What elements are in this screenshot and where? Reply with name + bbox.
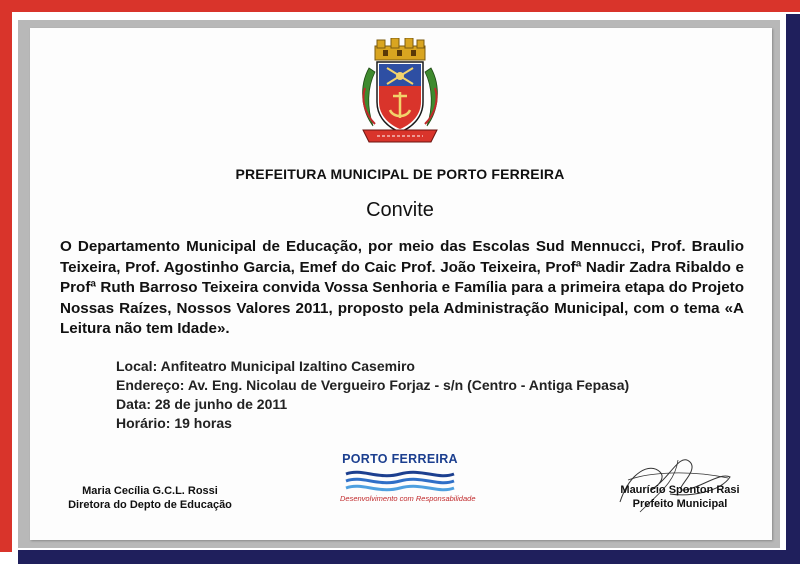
signature-left-name: Maria Cecília G.C.L. Rossi [82,485,218,497]
invitation-body: O Departamento Municipal de Educação, por meio das Escolas Sud Mennucci, Prof. Braulio Teixeira, Prof. Agostinho Garcia, Emef do Caic Prof. João Teixeira, Profª Nadir Zadra Ribaldo e Profª Ruth Barroso Teixeira convida Vossa Senhoria e Família para a primeira etapa do Projeto Nossas Raízes, Nossos Valores 2011, proposto pela Administração Municipal, com o tema «A Leitura não tem Idade». [60,238,744,337]
event-date: Data: 28 de junho de 2011 [116,396,288,412]
signature-right-name: Maurício Sponton Rasi [620,484,740,496]
frame-red-top [0,0,800,12]
frame-navy-right [786,14,800,564]
event-location: Local: Anfiteatro Municipal Izaltino Casemiro [116,358,415,374]
event-time: Horário: 19 horas [116,415,232,431]
event-details [116,357,736,433]
frame-navy-bottom [18,550,800,564]
porto-ferreira-logo [340,452,476,508]
logo-name: PORTO FERREIRA [342,452,458,466]
event-address: Endereço: Av. Eng. Nicolau de Vergueiro Forjaz - s/n (Centro - Antiga Fepasa) [116,377,630,393]
signature-right [590,483,770,511]
signature-left-role: Diretora do Depto de Educação [68,499,232,511]
page-title: PREFEITURA MUNICIPAL DE PORTO FERREIRA [235,166,565,182]
waves-icon [344,468,456,494]
frame-red-left [0,0,12,552]
logo-tagline: Desenvolvimento com Responsabilidade [340,494,476,503]
signature-left [30,484,270,512]
signature-right-role: Prefeito Municipal [632,498,728,510]
document-title: Convite [366,199,434,221]
coat-of-arms-icon [355,38,445,146]
